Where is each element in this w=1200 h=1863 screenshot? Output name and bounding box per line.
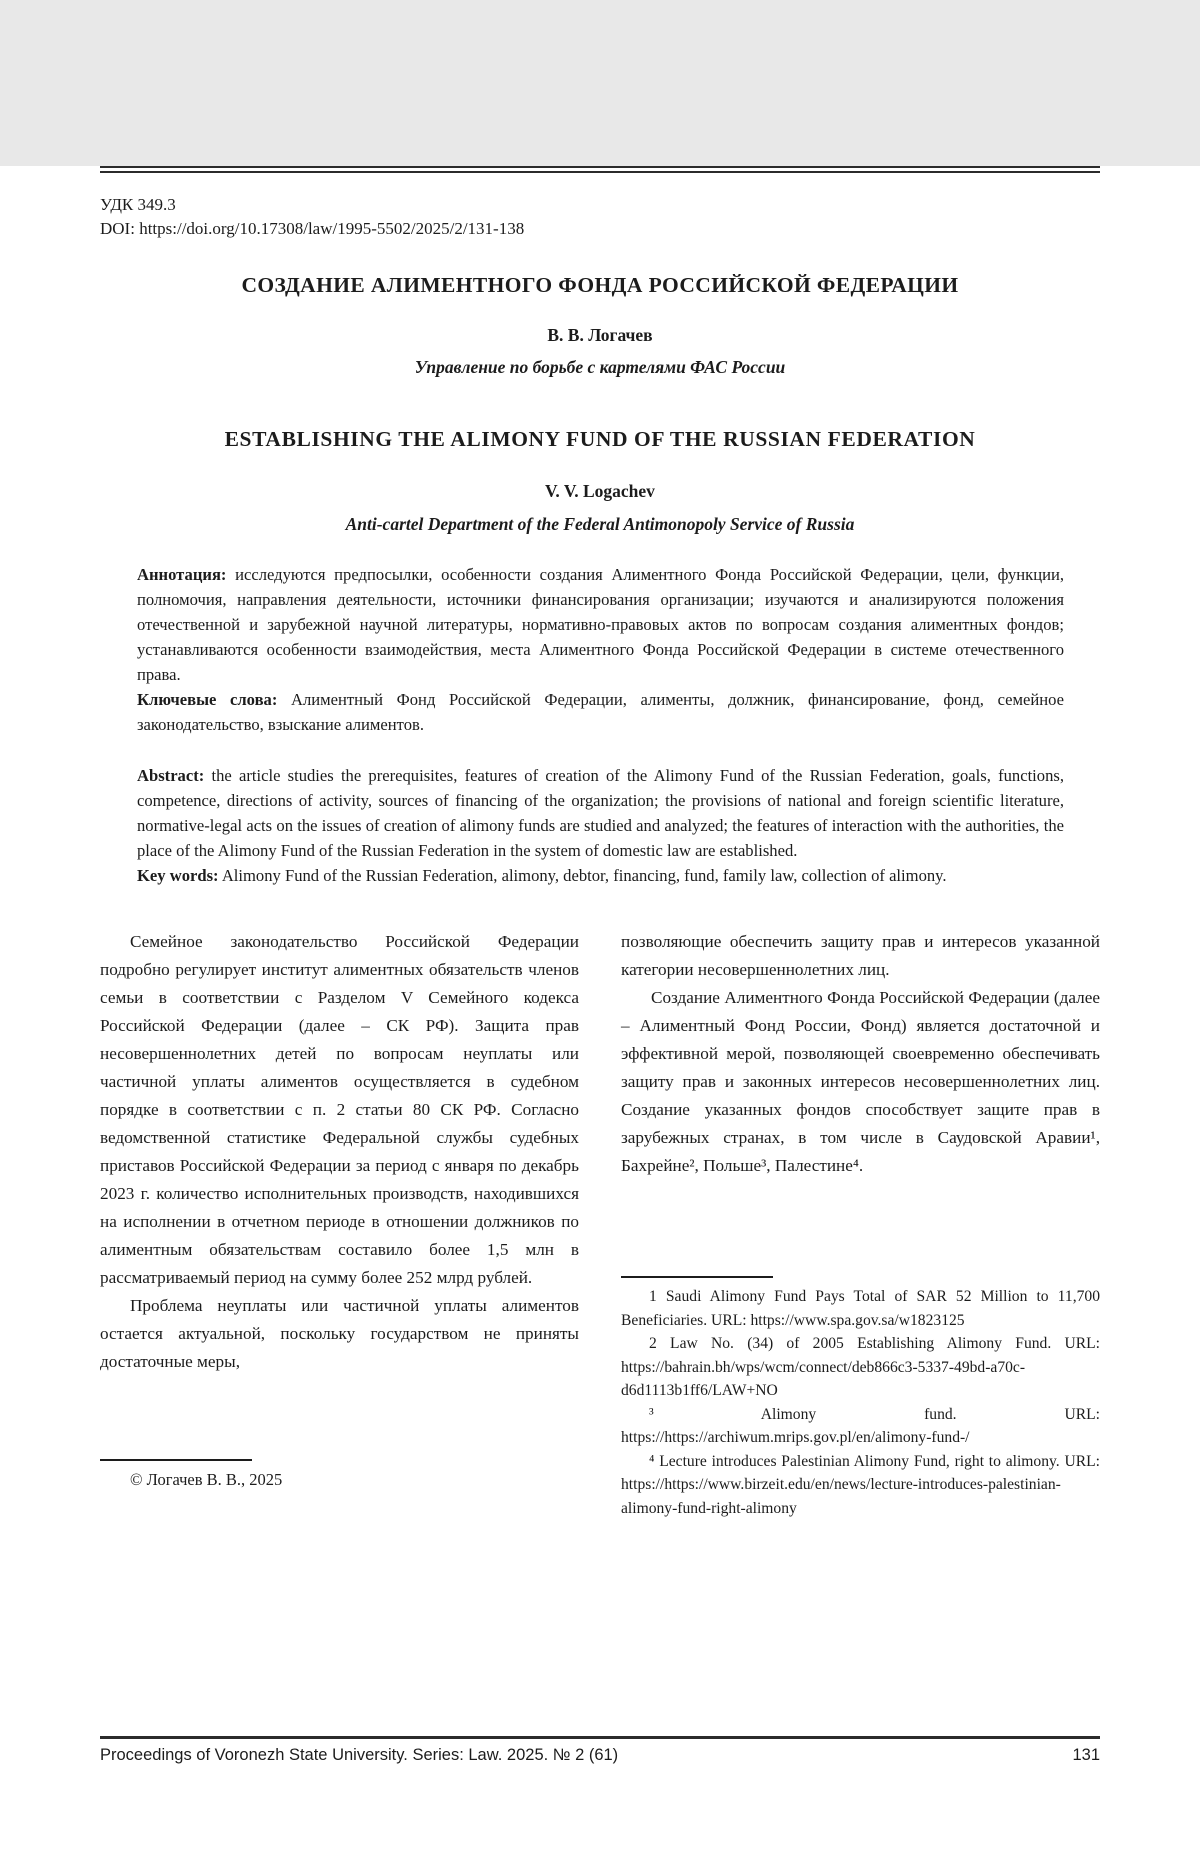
keywords-english-text: Alimony Fund of the Russian Federation, alimony, debtor, financing, fund, family law, collection of alimony. [221, 866, 947, 885]
footnote-3: ³ Alimony fund. URL: https://https://archiwum.mrips.gov.pl/en/alimony-fund-/ [621, 1405, 1100, 1446]
body-columns [100, 928, 1100, 1520]
body-paragraph: Создание Алиментного Фонда Российской Федерации (далее – Алиментный Фонд России, Фонд) является достаточной и эффективной мерой, позволяющей своевременно обеспечивать защиту прав и законных интересов несовершеннолетних лиц. Создание указанных фондов способствует защите прав в зарубежных странах, в том числе в Саудовской Аравии¹, Бахрейне², Польше³, Палестине⁴. [621, 988, 1100, 1175]
keywords-russian [137, 687, 1064, 737]
doi-line: DOI: https://doi.org/10.17308/law/1995-5502/2025/2/131-138 [100, 219, 525, 238]
footnote-1: 1 Saudi Alimony Fund Pays Total of SAR 52 Million to 11,700 Beneficiaries. URL: https://www.spa.gov.sa/w1823125 [621, 1288, 1100, 1329]
top-double-rule [100, 166, 1100, 173]
page-footer [100, 1736, 1100, 1765]
article-page [0, 166, 1200, 1863]
page-number: 131 [1072, 1746, 1100, 1764]
body-paragraph: позволяющие обеспечить защиту прав и интересов указанной категории несовершеннолетних лиц. [621, 932, 1100, 979]
footnote-2: 2 Law No. (34) of 2005 Establishing Alimony Fund. URL: https://bahrain.bh/wps/wcm/connect/deb866c3-5337-49bd-a70c-d6d1113b1ff6/LAW+NO [621, 1335, 1100, 1399]
affiliation-english: Anti-cartel Department of the Federal Antimonopoly Service of Russia [345, 514, 855, 534]
body-paragraph: Семейное законодательство Российской Федерации подробно регулирует институт алиментных обязательств членов семьи в соответствии с Разделом V Семейного кодекса Российской Федерации (далее – СК РФ). Защита прав несовершеннолетних детей по вопросам неуплаты или частичной уплаты алиментов осуществляется в судебном порядке в соответствии с п. 2 статьи 80 СК РФ. Согласно ведомственной статистике Федеральной службы судебных приставов Российской Федерации за период с января по декабрь 2023 г. количество исполнительных производств, находившихся на исполнении в отчетном периоде в отношении должников по алиментным обязательствам составило более 1,5 млн в рассматриваемый период на сумму более 252 млрд рублей. [100, 932, 579, 1287]
right-column [621, 928, 1100, 1520]
abstract-english-text: the article studies the prerequisites, features of creation of the Alimony Fund of the Russian Federation, goals, functions, competence, directions of activity, sources of financing of the organization; the provisions of national and foreign scientific literature, normative-legal acts on the issues of creation of alimony funds are studied and analyzed; the features of interaction with the authorities, the place of the Alimony Fund of the Russian Federation in the system of domestic law are established. [137, 766, 1064, 860]
keywords-russian-label: Ключевые слова: [137, 690, 278, 709]
copyright-block [100, 1459, 579, 1520]
abstract-english [137, 763, 1064, 863]
abstract-russian-label: Аннотация: [137, 565, 227, 584]
udk-line: УДК 349.3 [100, 195, 176, 214]
title-english: ESTABLISHING THE ALIMONY FUND OF THE RUSSIAN FEDERATION [224, 427, 976, 451]
footnotes-block [621, 1276, 1100, 1520]
copyright-rule [100, 1459, 252, 1461]
keywords-russian-text: Алиментный Фонд Российской Федерации, алименты, должник, финансирование, фонд, семейное законодательство, взыскание алиментов. [137, 690, 1064, 734]
keywords-english-label: Key words: [137, 866, 219, 885]
abstract-section [137, 562, 1064, 888]
footnotes-rule [621, 1276, 773, 1278]
footnote-4: ⁴ Lecture introduces Palestinian Alimony Fund, right to alimony. URL: https://https://www.birzeit.edu/en/news/lecture-introduces-palestinian-alimony-fund-right-alimony [621, 1452, 1100, 1517]
body-paragraph: Проблема неуплаты или частичной уплаты алиментов остается актуальной, поскольку государством не приняты достаточные меры, [100, 1296, 579, 1371]
affiliation-russian: Управление по борьбе с картелями ФАС России [414, 357, 786, 377]
author-russian: В. В. Логачев [547, 325, 653, 345]
journal-line: Proceedings of Voronezh State University. Series: Law. 2025. № 2 (61) [100, 1746, 619, 1764]
abstract-english-label: Abstract: [137, 766, 205, 785]
keywords-english [137, 863, 1064, 888]
article-meta [100, 193, 1100, 241]
abstract-spacer [137, 737, 1064, 763]
left-column [100, 928, 579, 1520]
author-english: V. V. Logachev [545, 481, 655, 501]
title-russian: СОЗДАНИЕ АЛИМЕНТНОГО ФОНДА РОССИЙСКОЙ ФЕДЕРАЦИИ [241, 273, 959, 297]
abstract-russian [137, 562, 1064, 687]
copyright-line: © Логачев В. В., 2025 [130, 1470, 283, 1489]
abstract-russian-text: исследуются предпосылки, особенности создания Алиментного Фонда Российской Федерации, цели, функции, полномочия, направления деятельности, источники финансирования организации; изучаются и анализируются положения отечественной и зарубежной научной литературы, нормативно-правовых актов по вопросам создания алиментных фондов; устанавливаются особенности взаимодействия, места Алиментного Фонда Российской Федерации в системе отечественного права. [137, 565, 1064, 684]
